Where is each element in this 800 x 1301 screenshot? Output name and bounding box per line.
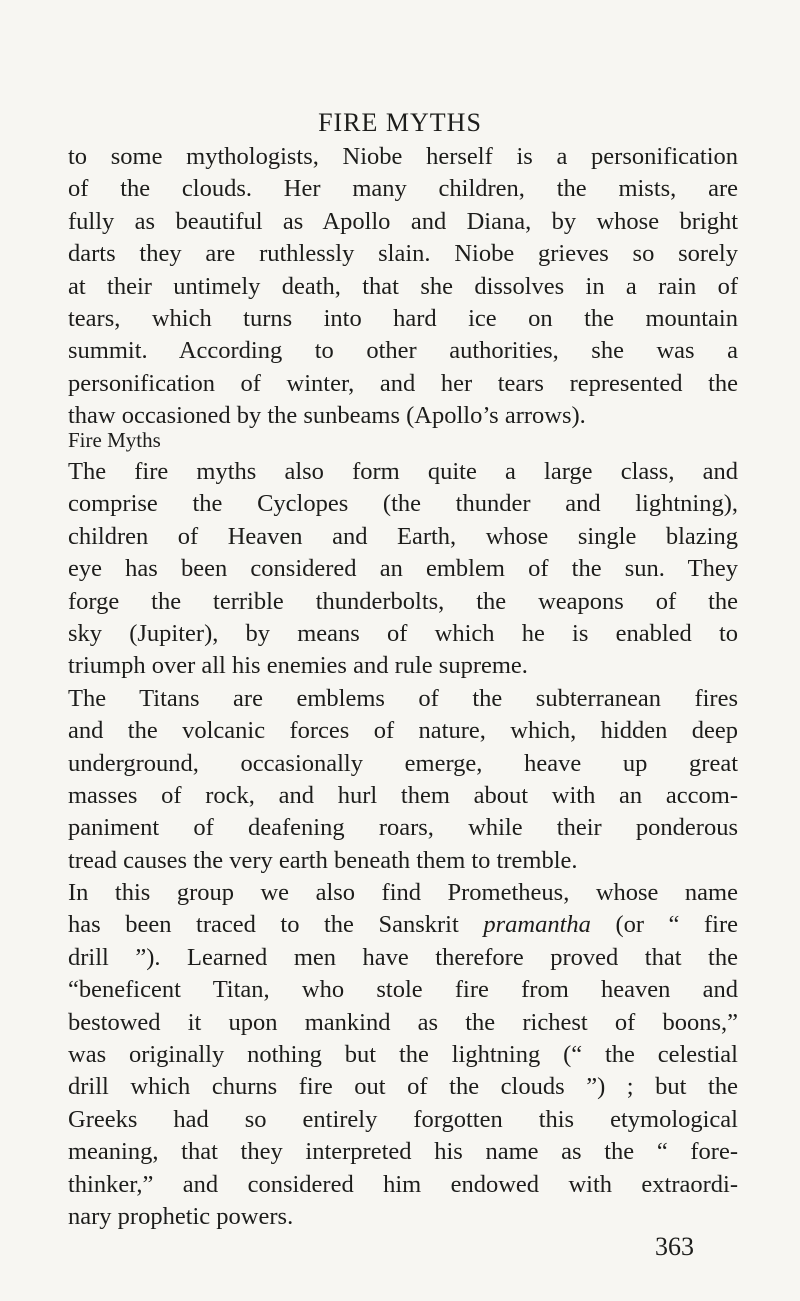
running-head: FIRE MYTHS (318, 108, 482, 137)
text-line: nary prophetic powers. (68, 1202, 294, 1230)
text-line: bestowed it upon mankind as the richest of boons,” (68, 1008, 738, 1036)
text-line: of the clouds. Her many children, the mists, are (68, 175, 738, 203)
text-line: masses of rock, and hurl them about with an accom- (68, 781, 738, 809)
text-line: paniment of deafening roars, while their ponderous (68, 814, 738, 842)
text-line: children of Heaven and Earth, whose single blazing (68, 522, 738, 550)
text-line: Greeks had so entirely forgotten this etymological (68, 1105, 738, 1133)
text-line: tears, which turns into hard ice on the mountain (68, 304, 738, 332)
paragraph-1 (68, 141, 738, 433)
text-line: tread causes the very earth beneath them to tremble. (68, 846, 578, 874)
text-line: drill which churns fire out of the clouds ”) ; but the (68, 1073, 738, 1101)
text-line: In this group we also find Prometheus, whose name (68, 879, 738, 907)
text-line: darts they are ruthlessly slain. Niobe grieves so sorely (68, 240, 738, 268)
text-line: thinker,” and considered him endowed with extraordi- (68, 1170, 738, 1198)
text-line: forge the terrible thunderbolts, the weapons of the (68, 587, 738, 615)
text-line: and the volcanic forces of nature, which, hidden deep (68, 717, 738, 745)
text-line: thaw occasioned by the sunbeams (Apollo’s arrows). (68, 402, 586, 430)
paragraph-2 (68, 456, 738, 1233)
page-number: 363 (655, 1232, 694, 1261)
text-line: underground, occasionally emerge, heave up great (68, 749, 738, 777)
text-line: eye has been considered an emblem of the sun. They (68, 555, 738, 583)
text-line: meaning, that they interpreted his name as the “ fore- (68, 1138, 738, 1166)
text-line: fully as beautiful as Apollo and Diana, by whose bright (68, 207, 738, 235)
sanskrit-term: pramantha (483, 911, 591, 939)
text-line: drill ”). Learned men have therefore proved that the (68, 943, 738, 971)
text-line: summit. According to other authorities, she was a (68, 337, 738, 365)
text-line: comprise the Cyclopes (the thunder and lightning), (68, 490, 738, 518)
text-line: The fire myths also form quite a large class, and (68, 458, 738, 485)
text-line: has been traced to the Sanskrit pramantha (or “ fire (68, 911, 738, 939)
text-line: The Titans are emblems of the subterranean fires (68, 684, 738, 712)
text-line: “beneficent Titan, who stole fire from heaven and (68, 976, 738, 1004)
text-line: was originally nothing but the lightning (“ the celestial (68, 1041, 738, 1069)
text-line: to some mythologists, Niobe herself is a personification (68, 143, 738, 170)
section-heading: Fire Myths (68, 428, 161, 452)
text-line: at their untimely death, that she dissolves in a rain of (68, 272, 738, 300)
text-line: sky (Jupiter), by means of which he is enabled to (68, 619, 738, 647)
text-line: personification of winter, and her tears represented the (68, 369, 738, 397)
text-line: triumph over all his enemies and rule supreme. (68, 652, 528, 680)
